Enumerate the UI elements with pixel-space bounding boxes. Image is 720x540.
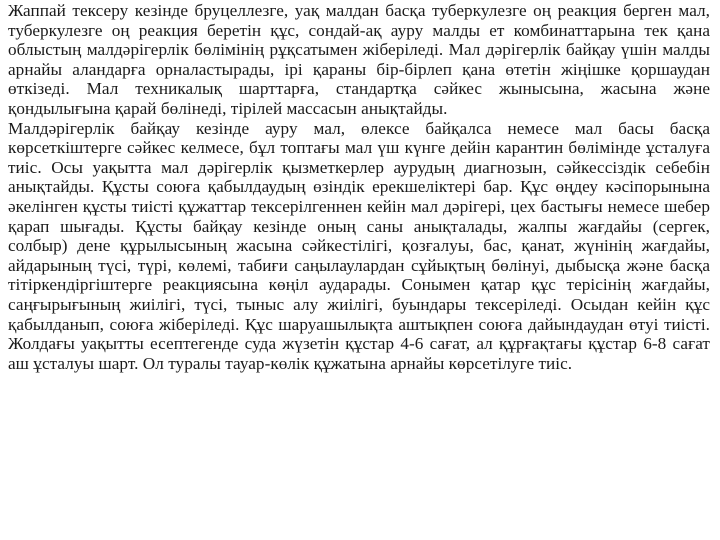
paragraph-slaughter-inspection: Жаппай тексеру кезінде бруцеллезге, уақ малдан басқа туберкулезге оң реакция берген мал, туберкулезге оң реакция беретін құс, сондай-ақ ауру малды ет комбинаттарына тек қана облыстың малдәрігерлік бөлімінің рұқсатымен жіберіледі. Мал дәрігерлік байқау үшін малды арнайы аландарға орналастырады, ірі қараны бір-бірлеп қана өтетін жіңішке қоршаудан өткізеді. Мал техникалық шарттарға, стандартқа сәйкес жынысына, жасына және қондылығына қарай бөлінеді, тірілей массасын анықтайды. — [8, 1, 710, 118]
paragraph-veterinary-poultry-inspection: Малдәрігерлік байқау кезінде ауру мал, өлексе байқалса немесе мал басы басқа көрсеткіштерге сәйкес келмесе, бұл топтағы мал үш күнге дейін карантин бөлімінде ұсталуға тиіс. Осы уақытта мал дәрігерлік қызметкерлер аурудың диагнозын, сәйкессіздік себебін анықтайды. Құсты союға қабылдаудың өзіндік ерекшеліктері бар. Құс өңдеу кәсіпорынына әкелінген құсты тиісті құжаттар тексерілгеннен кейін мал дәрігері, цех бастығы немесе шебер қарап шығады. Құсты байқау кезінде оның саны анықталады, жалпы жағдайы (сергек, солбыр) дене құрылысының жасына сәйкестілігі, қозғалуы, бас, қанат, жүнінің жағдайы, айдарының түсі, түрі, көлемі, табиғи саңылаулардан сұйықтың бөлінуі, дыбысқа және басқа тітіркендіргіштерге реакциясына көңіл аударады. Сонымен қатар құс терісінің жағдайы, саңғырығының жиілігі, түсі, тыныс алу жиілігі, буындары тексеріледі. Осыдан кейін құс қабылданып, союға жіберіледі. Құс шаруашылықта аштықпен союға дайындаудан өтуі тиісті. Жолдағы уақытты есептегенде суда жүзетін құстар 4-6 сағат, ал құрғақтағы құстар 6-8 сағат аш ұсталуы шарт. Ол туралы тауар-көлік құжатына арнайы көрсетілуге тиіс. — [8, 118, 710, 373]
document-page — [8, 1, 710, 373]
